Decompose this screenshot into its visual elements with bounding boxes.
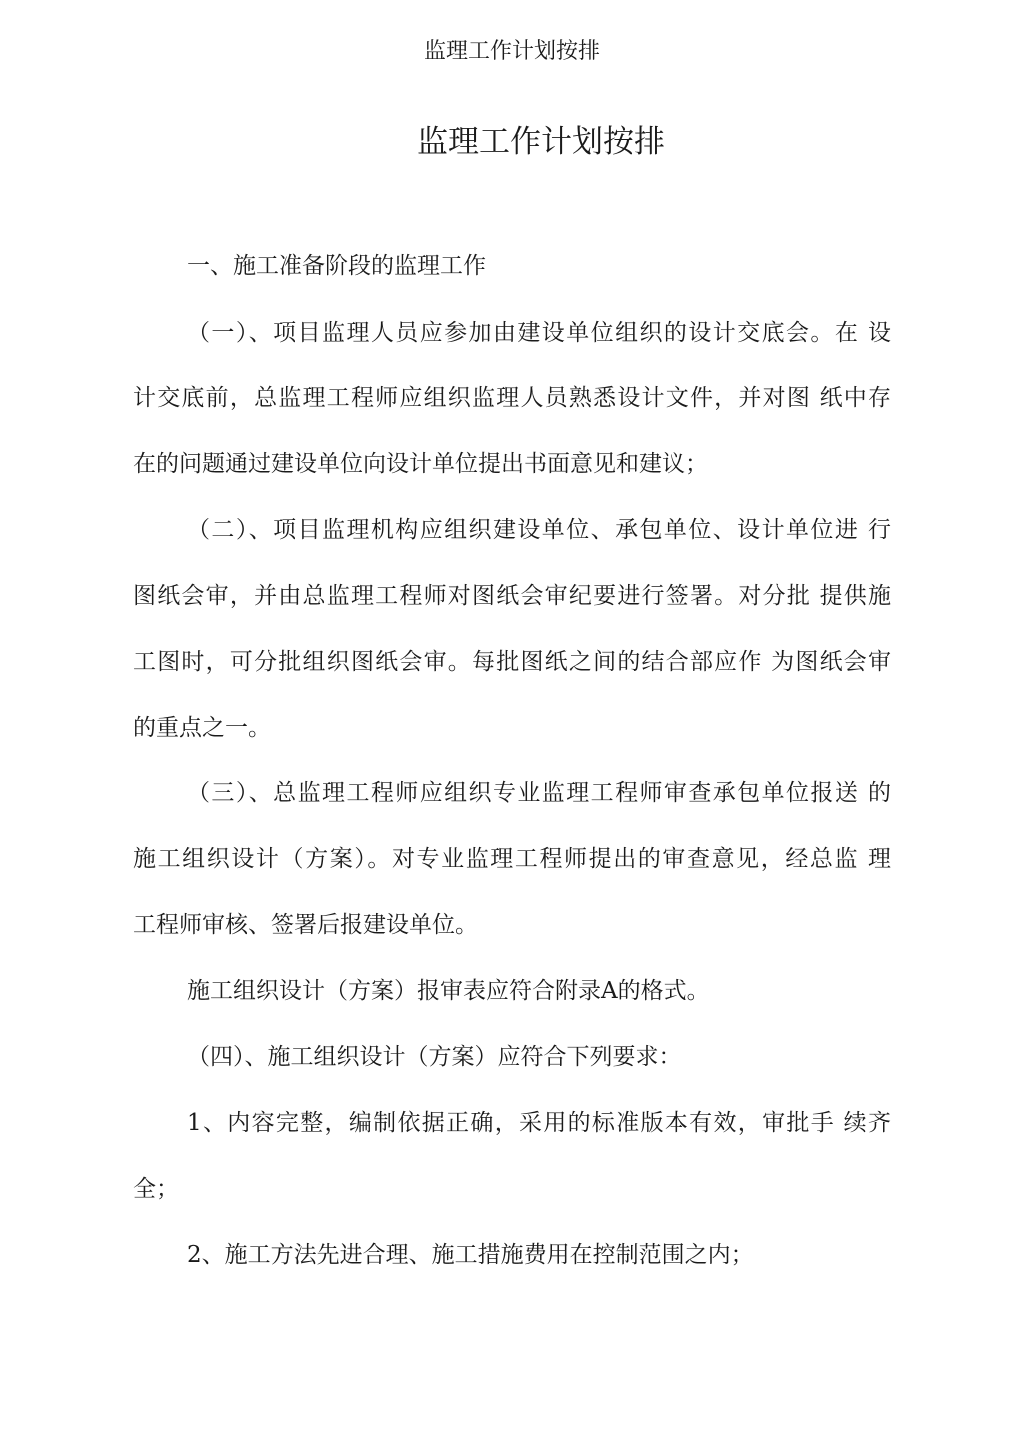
section-heading: 一、施工准备阶段的监理工作 <box>187 253 486 279</box>
paragraph-line: （三）、总监理工程师应组织专业监理工程师审查承包单位报送 的 <box>187 780 891 806</box>
paragraph-line: （一）、项目监理人员应参加由建设单位组织的设计交底会。在 设 <box>187 320 891 346</box>
list-item-line: 1、内容完整，编制依据正确，采用的标准版本有效，审批手 续齐 <box>187 1110 891 1136</box>
paragraph-line: 在的问题通过建设单位向设计单位提出书面意见和建议； <box>133 451 708 477</box>
running-header: 监理工作计划按排 <box>423 39 600 64</box>
paragraph-line: 施工组织设计（方案）报审表应符合附录A的格式。 <box>187 978 710 1004</box>
list-item-line: 全； <box>133 1176 179 1202</box>
paragraph-line: 工程师审核、签署后报建设单位。 <box>133 912 478 938</box>
paragraph-line: 计交底前，总监理工程师应组织监理人员熟悉设计文件，并对图 纸中存 <box>133 385 891 411</box>
list-item-line: 2、施工方法先进合理、施工措施费用在控制范围之内； <box>187 1242 754 1268</box>
paragraph-line: （二）、项目监理机构应组织建设单位、承包单位、设计单位进 行 <box>187 517 891 543</box>
document-title: 监理工作计划按排 <box>417 124 665 160</box>
paragraph-line: 工图时，可分批组织图纸会审。每批图纸之间的结合部应作 为图纸会审 <box>133 649 891 675</box>
paragraph-line: 的重点之一。 <box>133 715 271 741</box>
paragraph-line: 图纸会审，并由总监理工程师对图纸会审纪要进行签署。对分批 提供施 <box>133 583 891 609</box>
paragraph-line: （四）、施工组织设计（方案）应符合下列要求： <box>187 1044 682 1070</box>
paragraph-line: 施工组织设计（方案）。对专业监理工程师提出的审查意见，经总监 理 <box>133 846 891 872</box>
